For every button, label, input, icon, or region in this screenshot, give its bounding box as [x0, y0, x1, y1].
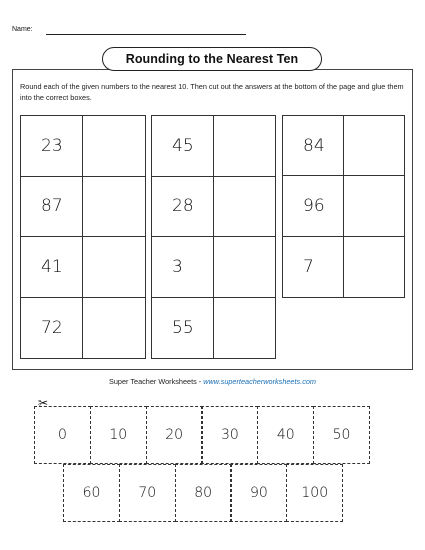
answer-box	[214, 298, 276, 359]
number-grid-2	[151, 115, 276, 359]
given-number: 28	[152, 177, 214, 238]
cutout-answer[interactable]: 70	[119, 464, 176, 522]
answer-box	[344, 176, 405, 236]
cutout-answer[interactable]: 80	[175, 464, 232, 522]
number-grid-3	[282, 115, 405, 298]
given-number: 96	[283, 176, 344, 236]
answer-box	[214, 177, 276, 238]
cutout-answer[interactable]: 40	[257, 406, 314, 464]
name-label: Name:	[12, 26, 33, 33]
cutout-answer[interactable]: 0	[34, 406, 91, 464]
answer-box	[83, 177, 145, 238]
cutout-answer[interactable]: 10	[90, 406, 147, 464]
given-number: 23	[21, 116, 83, 177]
given-number: 55	[152, 298, 214, 359]
cutout-answer[interactable]: 20	[146, 406, 203, 464]
answer-box	[344, 237, 405, 297]
given-number: 87	[21, 177, 83, 238]
answer-box	[83, 116, 145, 177]
cutout-answer[interactable]: 50	[313, 406, 370, 464]
cutout-row-2	[63, 464, 343, 522]
given-number: 3	[152, 237, 214, 298]
instructions: Round each of the given numbers to the nearest 10. Then cut out the answers at the bottom of the page and glue them into the correct boxes.	[20, 82, 404, 102]
cutout-answer[interactable]: 90	[230, 464, 287, 522]
cutout-answer[interactable]: 100	[286, 464, 343, 522]
cutout-answer[interactable]: 60	[63, 464, 120, 522]
cutout-row-1	[34, 406, 370, 464]
credit-text: Super Teacher Worksheets -	[109, 377, 204, 386]
scissors-icon: ✂	[38, 396, 49, 410]
given-number: 72	[21, 298, 83, 359]
answer-box	[344, 116, 405, 176]
name-line	[46, 34, 246, 35]
given-number: 84	[283, 116, 344, 176]
given-number: 7	[283, 237, 344, 297]
answer-box	[214, 116, 276, 177]
cutout-answer[interactable]: 30	[201, 406, 258, 464]
footer-credit	[0, 377, 425, 386]
given-number: 45	[152, 116, 214, 177]
answer-box	[214, 237, 276, 298]
answer-box	[83, 237, 145, 298]
number-grid-1	[20, 115, 146, 359]
answer-box	[83, 298, 145, 359]
credit-url[interactable]: www.superteacherworksheets.com	[203, 377, 316, 386]
given-number: 41	[21, 237, 83, 298]
worksheet-title: Rounding to the Nearest Ten	[102, 47, 322, 71]
